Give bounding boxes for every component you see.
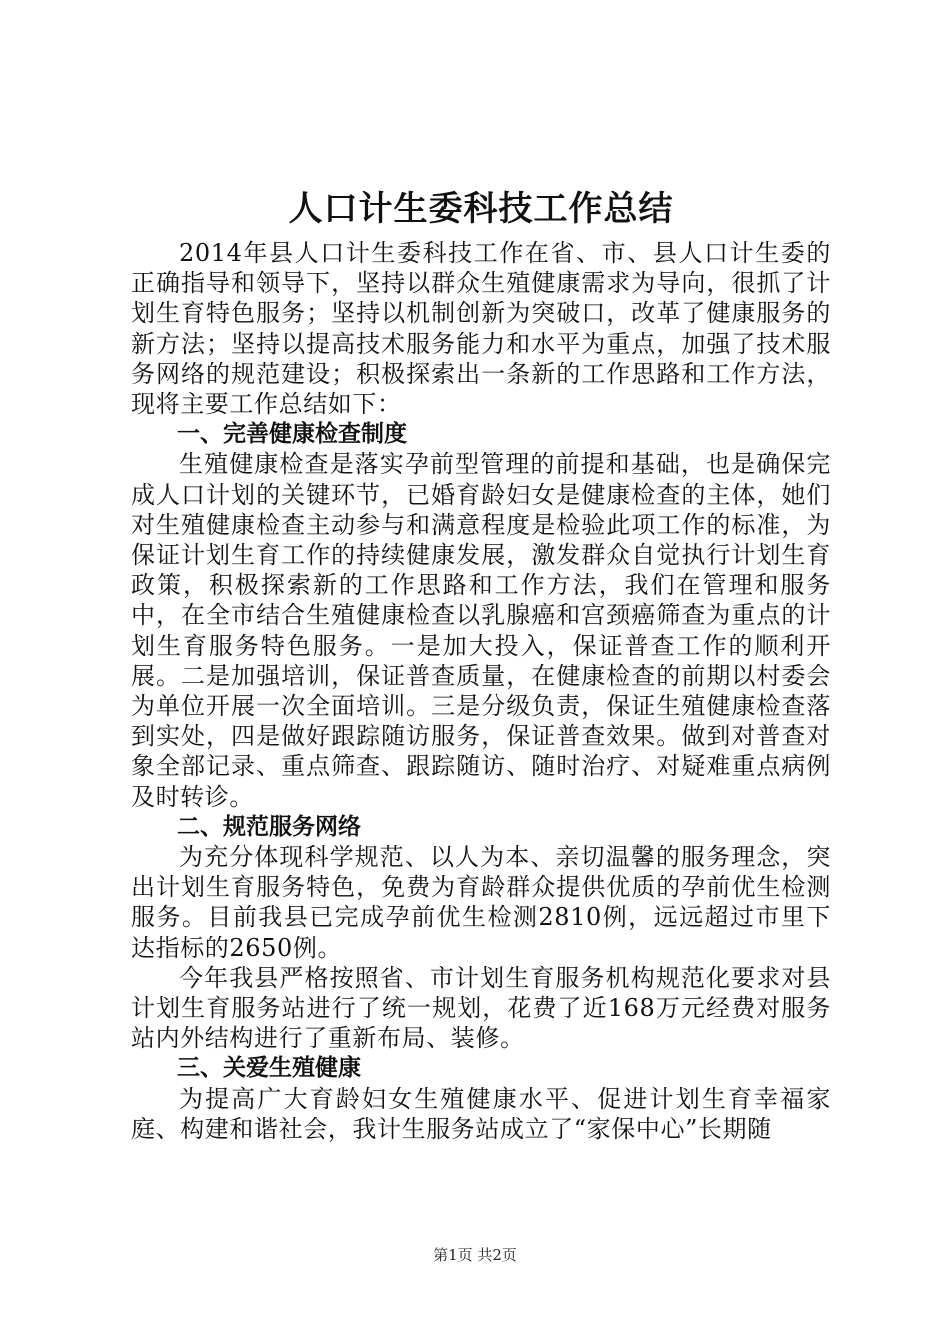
section-service-network xyxy=(131,812,831,1054)
section-paragraph: 为提高广大育龄妇女生殖健康水平、促进计划生育幸福家庭、构建和谐社会，我计生服务站成立了“家保中心”长期随 xyxy=(131,1084,831,1143)
section-reproductive-health xyxy=(131,1053,831,1144)
section-paragraph: 今年我县严格按照省、市计划生育服务机构规范化要求对县计划生育服务站进行了统一规划，花费了近168万元经费对服务站内外结构进行了重新布局、装修。 xyxy=(131,963,831,1053)
section-health-check xyxy=(131,419,831,812)
section-heading: 三、关爱生殖健康 xyxy=(177,1055,361,1082)
section-paragraph: 生殖健康检查是落实孕前型管理的前提和基础，也是确保完成人口计划的关键环节，已婚育龄妇女是健康检查的主体，她们对生殖健康检查主动参与和满意程度是检验此项工作的标准，为保证计划生育工作的持续健康发展，激发群众自觉执行计划生育政策，积极探索新的工作思路和工作方法，我们在管理和服务中，在全市结合生殖健康检查以乳腺癌和宫颈癌筛查为重点的计划生育服务特色服务。一是加大投入，保证普查工作的顺利开展。二是加强培训，保证普查质量，在健康检查的前期以村委会为单位开展一次全面培训。三是分级负责，保证生殖健康检查落到实处，四是做好跟踪随访服务，保证普查效果。做到对普查对象全部记录、重点筛查、跟踪随访、随时治疗、对疑难重点病例及时转诊。 xyxy=(131,450,831,811)
section-heading: 一、完善健康检查制度 xyxy=(177,421,407,448)
page-number: 第1页 共2页 xyxy=(433,1246,517,1264)
document-body xyxy=(131,180,831,1144)
intro-paragraph: 2014年县人口计生委科技工作在省、市、县人口计生委的正确指导和领导下，坚持以群众生殖健康需求为导向，很抓了计划生育特色服务；坚持以机制创新为突破口，改革了健康服务的新方法；坚持以提高技术服务能力和水平为重点，加强了技术服务网络的规范建设；积极探索出一条新的工作思路和工作方法，现将主要工作总结如下： xyxy=(131,239,831,419)
section-heading: 二、规范服务网络 xyxy=(177,813,361,840)
page-footer xyxy=(0,1244,950,1265)
document-title: 人口计生委科技工作总结 xyxy=(288,189,674,229)
section-paragraph: 为充分体现科学规范、以人为本、亲切温馨的服务理念，突出计划生育服务特色，免费为育龄群众提供优质的孕前优生检测服务。目前我县已完成孕前优生检测2810例，远远超过市里下达指标的2650例。 xyxy=(131,843,831,962)
